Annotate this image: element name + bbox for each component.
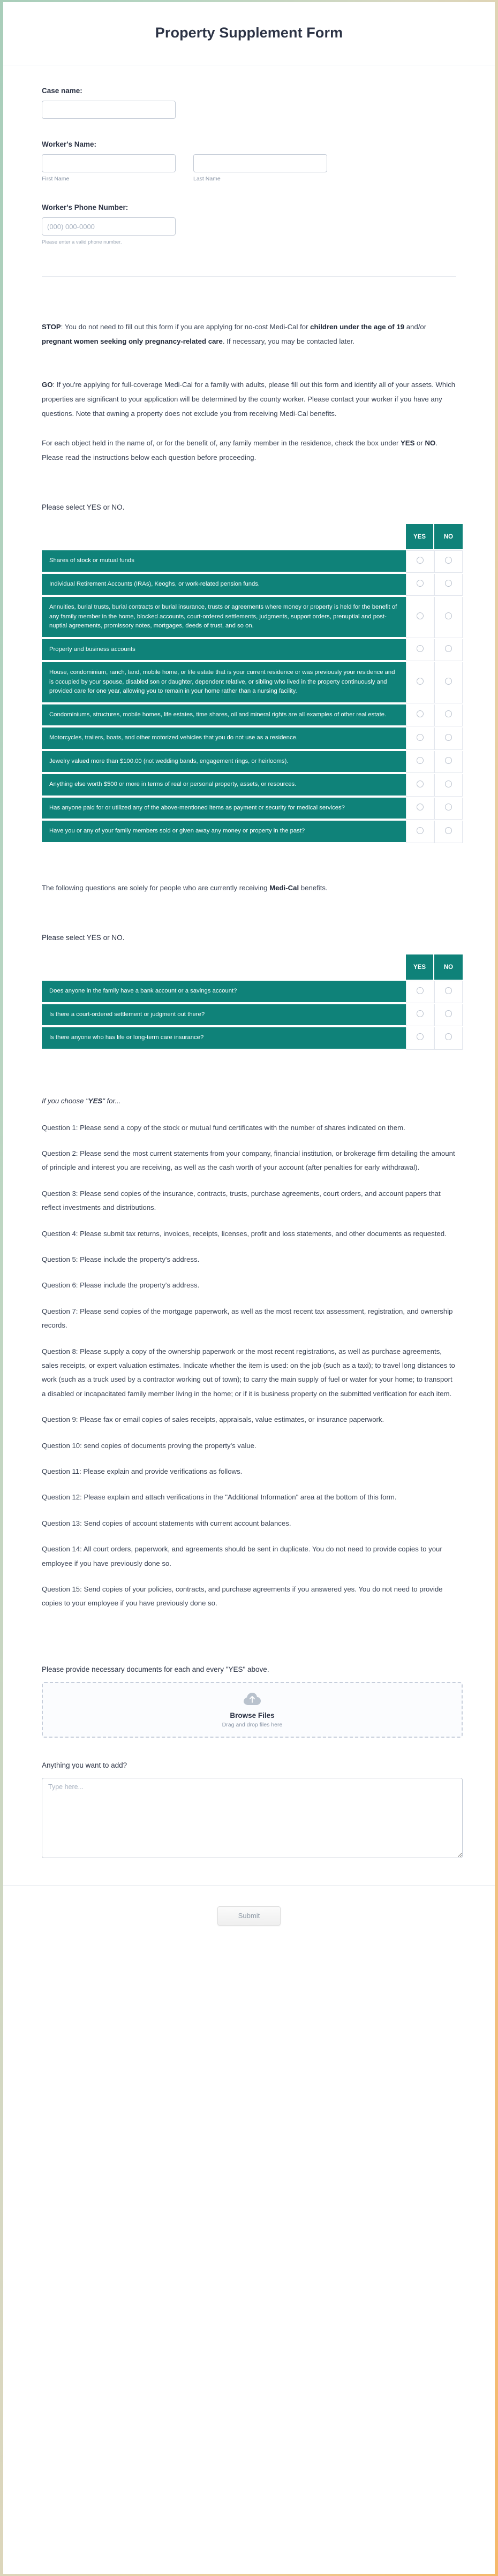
stop-text-3: . If necessary, you may be contacted later. xyxy=(222,337,354,346)
radio-icon[interactable] xyxy=(417,804,424,810)
table-row xyxy=(42,1004,463,1027)
matrix2-yes-option[interactable] xyxy=(406,1027,434,1050)
radio-icon[interactable] xyxy=(445,1010,452,1017)
spacer xyxy=(42,847,456,881)
worker-phone-label: Worker's Phone Number: xyxy=(42,203,129,211)
radio-icon[interactable] xyxy=(417,557,424,564)
no-keyword: NO xyxy=(425,439,436,448)
browse-files-label[interactable]: Browse Files xyxy=(230,1711,275,1719)
radio-icon[interactable] xyxy=(417,757,424,764)
yes-question-3: Question 3: Please send copies of the insurance, contracts, trusts, purchase agreements, court orders, and account papers that reflect investments and distributions. xyxy=(42,1189,441,1212)
matrix1-yes-option[interactable] xyxy=(406,821,434,843)
matrix1-yes-option[interactable] xyxy=(406,662,434,703)
matrix1-wrap xyxy=(42,523,456,844)
last-name-input[interactable] xyxy=(193,154,327,172)
worker-phone-hint: Please enter a valid phone number. xyxy=(42,239,122,245)
medical-note xyxy=(42,881,456,895)
yes-question-15: Question 15: Send copies of your policies, contracts, and purchase agreements if you answered yes. You do not need to provide copies to your employee if you have previously done so. xyxy=(42,1585,443,1608)
matrix1-yes-option[interactable] xyxy=(406,550,434,573)
radio-icon[interactable] xyxy=(417,678,424,685)
form-footer xyxy=(3,1885,495,1949)
yes-heading-pre: If you choose " xyxy=(42,1096,88,1105)
matrix1-yes-option[interactable] xyxy=(406,798,434,820)
matrix2-table xyxy=(42,953,463,1051)
worker-phone-field-block xyxy=(42,182,456,245)
yes-question-4: Question 4: Please submit tax returns, invoices, receipts, licenses, profit and loss statements, and other documents as requested. xyxy=(42,1229,447,1238)
matrix1-question: Condominiums, structures, mobile homes, life estates, time shares, oil and mineral rights are all examples of other real estate. xyxy=(42,704,406,727)
yes-question-1: Question 1: Please send a copy of the stock or mutual fund certificates with the number of shares indicated on them. xyxy=(42,1123,405,1132)
yes-question-11: Question 11: Please explain and provide verifications as follows. xyxy=(42,1467,243,1475)
matrix1-no-option[interactable] xyxy=(434,639,463,662)
yes-question-12: Question 12: Please explain and attach verifications in the "Additional Information" area at the bottom of this form. xyxy=(42,1493,397,1502)
matrix1-question: House, condominium, ranch, land, mobile home, or life estate that is your current residence or was previously your residence and is occupied by your spouse, disabled son or daughter, dependent relative, or sibling who lived in the property continuously and provided care for one year, allowing you to remain in your home rather than a nursing facility. xyxy=(42,662,406,703)
matrix1-question: Motorcycles, trailers, boats, and other motorized vehicles that you do not use as a residence. xyxy=(42,728,406,750)
table-row xyxy=(42,550,463,573)
worker-name-label: Worker's Name: xyxy=(42,140,97,148)
go-keyword: GO xyxy=(42,381,53,389)
case-name-field-block xyxy=(42,65,456,119)
form-header xyxy=(3,2,495,65)
yes-section-heading xyxy=(42,1097,456,1105)
form-container xyxy=(3,2,495,2574)
yes-question-10: Question 10: send copies of documents proving the property's value. xyxy=(42,1441,256,1450)
page-title: Property Supplement Form xyxy=(155,25,343,41)
radio-icon[interactable] xyxy=(445,734,452,741)
table-row xyxy=(42,728,463,750)
radio-icon[interactable] xyxy=(445,1033,452,1040)
radio-icon[interactable] xyxy=(417,612,424,619)
yes-question-5: Question 5: Please include the property's address. xyxy=(42,1255,200,1263)
matrix1-header-yes: YES xyxy=(406,524,434,549)
medical-note-text-1: The following questions are solely for people who are currently receiving xyxy=(42,883,270,892)
radio-icon[interactable] xyxy=(417,710,424,717)
yes-question-13: Question 13: Send copies of account statements with current account balances. xyxy=(42,1519,291,1527)
upload-label: Please provide necessary documents for each and every "YES" above. xyxy=(42,1665,269,1673)
each-object-notice xyxy=(42,436,456,465)
matrix2-prompt: Please select YES or NO. xyxy=(42,934,125,942)
yes-question-6: Question 6: Please include the property's address. xyxy=(42,1281,200,1290)
matrix2-wrap xyxy=(42,953,456,1051)
matrix1-question: Individual Retirement Accounts (IRAs), Keoghs, or work-related pension funds. xyxy=(42,574,406,596)
matrix1-no-option[interactable] xyxy=(434,550,463,573)
matrix2-header-blank xyxy=(42,954,406,980)
matrix2-body xyxy=(42,981,463,1050)
yes-question-8: Question 8: Please supply a copy of the ownership paperwork or the most recent registrations, as well as purchase agreements, sales receipts, or expert valuation estimates. Indicate whether the item is used: on the job (such as a taxi); to travel long distances to work (such as a truck used by a contractor working out of town); to carry the main supply of fuel or water for your home; to transport a disabled or incapacitated family member living in the home; or if it is business property on the submitted verification for each item. xyxy=(42,1347,455,1398)
matrix2-no-option[interactable] xyxy=(434,1027,463,1050)
medical-note-bold: Medi-Cal xyxy=(269,883,299,892)
additional-info-label: Anything you want to add? xyxy=(42,1761,127,1769)
drag-drop-hint: Drag and drop files here xyxy=(222,1721,283,1728)
matrix1-header-no: NO xyxy=(434,524,463,549)
worker-phone-input[interactable] xyxy=(42,217,176,236)
submit-button[interactable]: Submit xyxy=(217,1906,281,1926)
last-name-col xyxy=(193,154,327,182)
radio-icon[interactable] xyxy=(445,781,452,787)
matrix1-header-blank xyxy=(42,524,406,549)
stop-notice xyxy=(42,320,456,348)
case-name-input[interactable] xyxy=(42,101,176,119)
stop-text-1: : You do not need to fill out this form if you are applying for no-cost Medi-Cal for xyxy=(61,323,311,331)
matrix2-question: Is there a court-ordered settlement or judgment out there? xyxy=(42,1004,406,1027)
yes-question-14: Question 14: All court orders, paperwork, and agreements should be sent in duplicate. You do not need to provide copies to your employee if you have previously done so. xyxy=(42,1545,442,1567)
matrix1-no-option[interactable] xyxy=(434,704,463,727)
go-text: : If you're applying for full-coverage Medi-Cal for a family with adults, please fill out this form and identify all of your assets. Which properties are significant to your application will be determined by the county worker. Please contact your worker if you have any questions. Note that owning a property does not exclude you from receiving Medi-Cal benefits. xyxy=(42,381,456,418)
worker-name-field-block xyxy=(42,119,456,182)
matrix1-header-row xyxy=(42,524,463,549)
matrix1-no-option[interactable] xyxy=(434,798,463,820)
matrix1-yes-option[interactable] xyxy=(406,728,434,750)
matrix1-yes-option[interactable] xyxy=(406,774,434,797)
matrix1-table xyxy=(42,523,463,844)
first-name-sublabel: First Name xyxy=(42,176,70,182)
matrix2-header-yes: YES xyxy=(406,954,434,980)
each-object-text-2: or xyxy=(414,439,425,448)
radio-icon[interactable] xyxy=(417,734,424,741)
matrix1-yes-option[interactable] xyxy=(406,574,434,596)
radio-icon[interactable] xyxy=(445,987,452,994)
stop-text-2: and/or xyxy=(404,323,427,331)
matrix1-prompt: Please select YES or NO. xyxy=(42,503,125,512)
matrix2-yes-option[interactable] xyxy=(406,1004,434,1027)
medical-note-text-2: benefits. xyxy=(299,883,328,892)
matrix2-question: Does anyone in the family have a bank account or a savings account? xyxy=(42,981,406,1003)
matrix1-question: Anything else worth $500 or more in terms of real or personal property, assets, or resources. xyxy=(42,774,406,797)
table-row xyxy=(42,981,463,1003)
matrix1-no-option[interactable] xyxy=(434,662,463,703)
matrix1-no-option[interactable] xyxy=(434,597,463,638)
matrix1-question: Have you or any of your family members sold or given away any money or property in the past? xyxy=(42,821,406,843)
matrix1-question: Property and business accounts xyxy=(42,639,406,662)
matrix2-question: Is there anyone who has life or long-term care insurance? xyxy=(42,1027,406,1050)
table-row xyxy=(42,574,463,596)
table-row xyxy=(42,1027,463,1050)
radio-icon[interactable] xyxy=(445,757,452,764)
radio-icon[interactable] xyxy=(417,1010,424,1017)
matrix1-question: Shares of stock or mutual funds xyxy=(42,550,406,573)
matrix2-header-row xyxy=(42,954,463,980)
table-row xyxy=(42,751,463,774)
matrix1-yes-option[interactable] xyxy=(406,597,434,638)
stop-keyword: STOP xyxy=(42,323,61,331)
matrix1-question: Jewelry valued more than $100.00 (not wedding bands, engagement rings, or heirlooms). xyxy=(42,751,406,774)
spacer xyxy=(42,480,456,503)
matrix1-yes-option[interactable] xyxy=(406,751,434,774)
matrix1-no-option[interactable] xyxy=(434,774,463,797)
stop-bold-pregnant: pregnant women seeking only pregnancy-related care xyxy=(42,337,223,346)
radio-icon[interactable] xyxy=(417,781,424,787)
spacer xyxy=(42,1623,456,1665)
matrix2-no-option[interactable] xyxy=(434,1004,463,1027)
matrix1-yes-option[interactable] xyxy=(406,639,434,662)
spacer xyxy=(42,910,456,934)
each-object-text-3: . Please read the instructions below each question before proceeding. xyxy=(42,439,437,462)
table-row xyxy=(42,597,463,638)
matrix1-question: Has anyone paid for or utilized any of the above-mentioned items as payment or security for medical services? xyxy=(42,798,406,820)
go-notice xyxy=(42,377,456,421)
worker-name-row xyxy=(42,154,456,182)
table-row xyxy=(42,821,463,843)
radio-icon[interactable] xyxy=(445,710,452,717)
radio-icon[interactable] xyxy=(417,645,424,652)
radio-icon[interactable] xyxy=(445,804,452,810)
radio-icon[interactable] xyxy=(445,557,452,564)
additional-info-textarea[interactable] xyxy=(42,1778,463,1858)
first-name-input[interactable] xyxy=(42,154,176,172)
matrix1-no-option[interactable] xyxy=(434,751,463,774)
radio-icon[interactable] xyxy=(417,1033,424,1040)
yes-question-2: Question 2: Please send the most current statements from your company, financial institution, or brokerage firm detailing the amount of principle and interest you are receiving, as well as the cash worth of your account (after penalties for early withdrawal). xyxy=(42,1149,455,1172)
matrix1-no-option[interactable] xyxy=(434,821,463,843)
matrix1-body xyxy=(42,550,463,843)
matrix2-header-no: NO xyxy=(434,954,463,980)
radio-icon[interactable] xyxy=(445,678,452,685)
radio-icon[interactable] xyxy=(445,580,452,587)
radio-icon[interactable] xyxy=(445,827,452,834)
matrix2-yes-option[interactable] xyxy=(406,981,434,1003)
spacer xyxy=(42,277,456,320)
matrix1-no-option[interactable] xyxy=(434,728,463,750)
spacer xyxy=(42,363,456,377)
yes-heading-post: " for... xyxy=(102,1096,121,1105)
spacer xyxy=(42,1054,456,1097)
radio-icon[interactable] xyxy=(417,580,424,587)
table-row xyxy=(42,704,463,727)
each-object-text-1: For each object held in the name of, or for the benefit of, any family member in the residence, check the box under xyxy=(42,439,401,448)
yes-question-7: Question 7: Please send copies of the mortgage paperwork, as well as the most recent tax assessment, registration, and ownership records. xyxy=(42,1307,453,1330)
cloud-upload-icon xyxy=(243,1692,262,1709)
table-row xyxy=(42,639,463,662)
table-row xyxy=(42,774,463,797)
matrix1-yes-option[interactable] xyxy=(406,704,434,727)
table-row xyxy=(42,662,463,703)
yes-heading-bold: YES xyxy=(88,1096,103,1105)
radio-icon[interactable] xyxy=(417,987,424,994)
form-body xyxy=(3,65,495,1861)
first-name-col xyxy=(42,154,176,182)
matrix1-question: Annuities, burial trusts, burial contracts or burial insurance, trusts or agreements where money or property is held for the benefit of any family member in the home, blocked accounts, court-ordered settlements, judgments, support orders, prenuptial and post-nuptial agreements, promissory notes, mortgages, deeds of trust, and so on. xyxy=(42,597,406,638)
table-row xyxy=(42,798,463,820)
matrix1-no-option[interactable] xyxy=(434,574,463,596)
spacer xyxy=(42,1738,456,1761)
radio-icon[interactable] xyxy=(445,612,452,619)
matrix2-no-option[interactable] xyxy=(434,981,463,1003)
yes-question-9: Question 9: Please fax or email copies of sales receipts, appraisals, value estimates, or insurance paperwork. xyxy=(42,1415,384,1424)
last-name-sublabel: Last Name xyxy=(193,176,221,182)
file-dropzone[interactable] xyxy=(42,1682,463,1738)
radio-icon[interactable] xyxy=(417,827,424,834)
case-name-label: Case name: xyxy=(42,87,82,95)
radio-icon[interactable] xyxy=(445,645,452,652)
stop-bold-children: children under the age of 19 xyxy=(310,323,405,331)
yes-keyword: YES xyxy=(401,439,415,448)
